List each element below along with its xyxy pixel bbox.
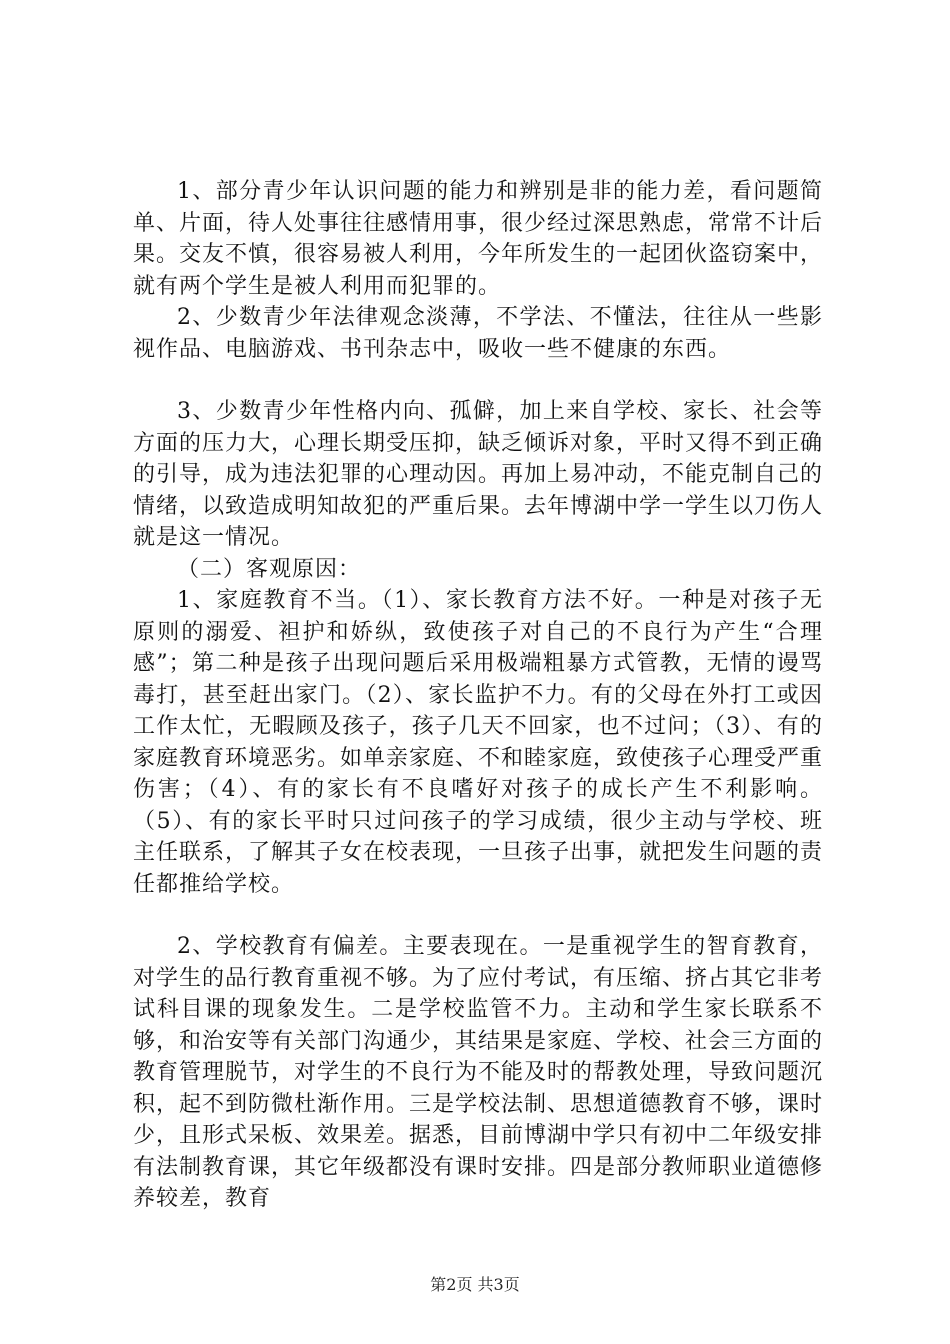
paragraph-subjective-2: 2、少数青少年法律观念淡薄，不学法、不懂法，往往从一些影视作品、电脑游戏、书刊杂志中，吸收一些不健康的东西。 (133, 305, 823, 362)
paragraph-objective-1: 1、家庭教育不当。（1）、家长教育方法不好。一种是对孩子无原则的溺爱、袒护和娇纵，致使孩子对自己的不良行为产生“合理感”；第二种是孩子出现问题后采用极端粗暴方式管教，无情的谩骂毒打，甚至赶出家门。（2）、家长监护不力。有的父母在外打工或因工作太忙，无暇顾及孩子，孩子几天不回家，也不过问；（3）、有的家庭教育环境恶劣。如单亲家庭、不和睦家庭，致使孩子心理受严重伤害；（4）、有的家长有不良嗜好对孩子的成长产生不利影响。（5）、有的家长平时只过问孩子的学习成绩，很少主动与学校、班主任联系，了解其子女在校表现，一旦孩子出事，就把发生问题的责任都推给学校。 (133, 588, 824, 897)
paragraph-subjective-3: 3、少数青少年性格内向、孤僻，加上来自学校、家长、社会等方面的压力大，心理长期受压抑，缺乏倾诉对象，平时又得不到正确的引导，成为违法犯罪的心理动因。再加上易冲动，不能克制自己的情绪，以致造成明知故犯的严重后果。去年博湖中学一学生以刀伤人就是这一情况。 (133, 399, 824, 550)
section-heading-objective-causes: （二）客观原因： (177, 556, 362, 582)
paragraph-subjective-1: 1、部分青少年认识问题的能力和辨别是非的能力差，看问题简单、片面，待人处事往往感情用事，很少经过深思熟虑，常常不计后果。交友不慎，很容易被人利用，今年所发生的一起团伙盗窃案中，就有两个学生是被人利用而犯罪的。 (133, 179, 824, 299)
page-footer: 第2页 共3页 (430, 1275, 520, 1294)
document-body (133, 176, 823, 1215)
paragraph-objective-2: 2、学校教育有偏差。主要表现在。一是重视学生的智育教育，对学生的品行教育重视不够。为了应付考试，有压缩、挤占其它非考试科目课的现象发生。二是学校监管不力。主动和学生家长联系不够，和治安等有关部门沟通少，其结果是家庭、学校、社会三方面的教育管理脱节，对学生的不良行为不能及时的帮教处理，导致问题沉积，起不到防微杜渐作用。三是学校法制、思想道德教育不够，课时少，且形式呆板、效果差。据悉，目前博湖中学只有初中二年级安排有法制教育课，其它年级都没有课时安排。四是部分教师职业道德修养较差，教育 (133, 934, 824, 1211)
